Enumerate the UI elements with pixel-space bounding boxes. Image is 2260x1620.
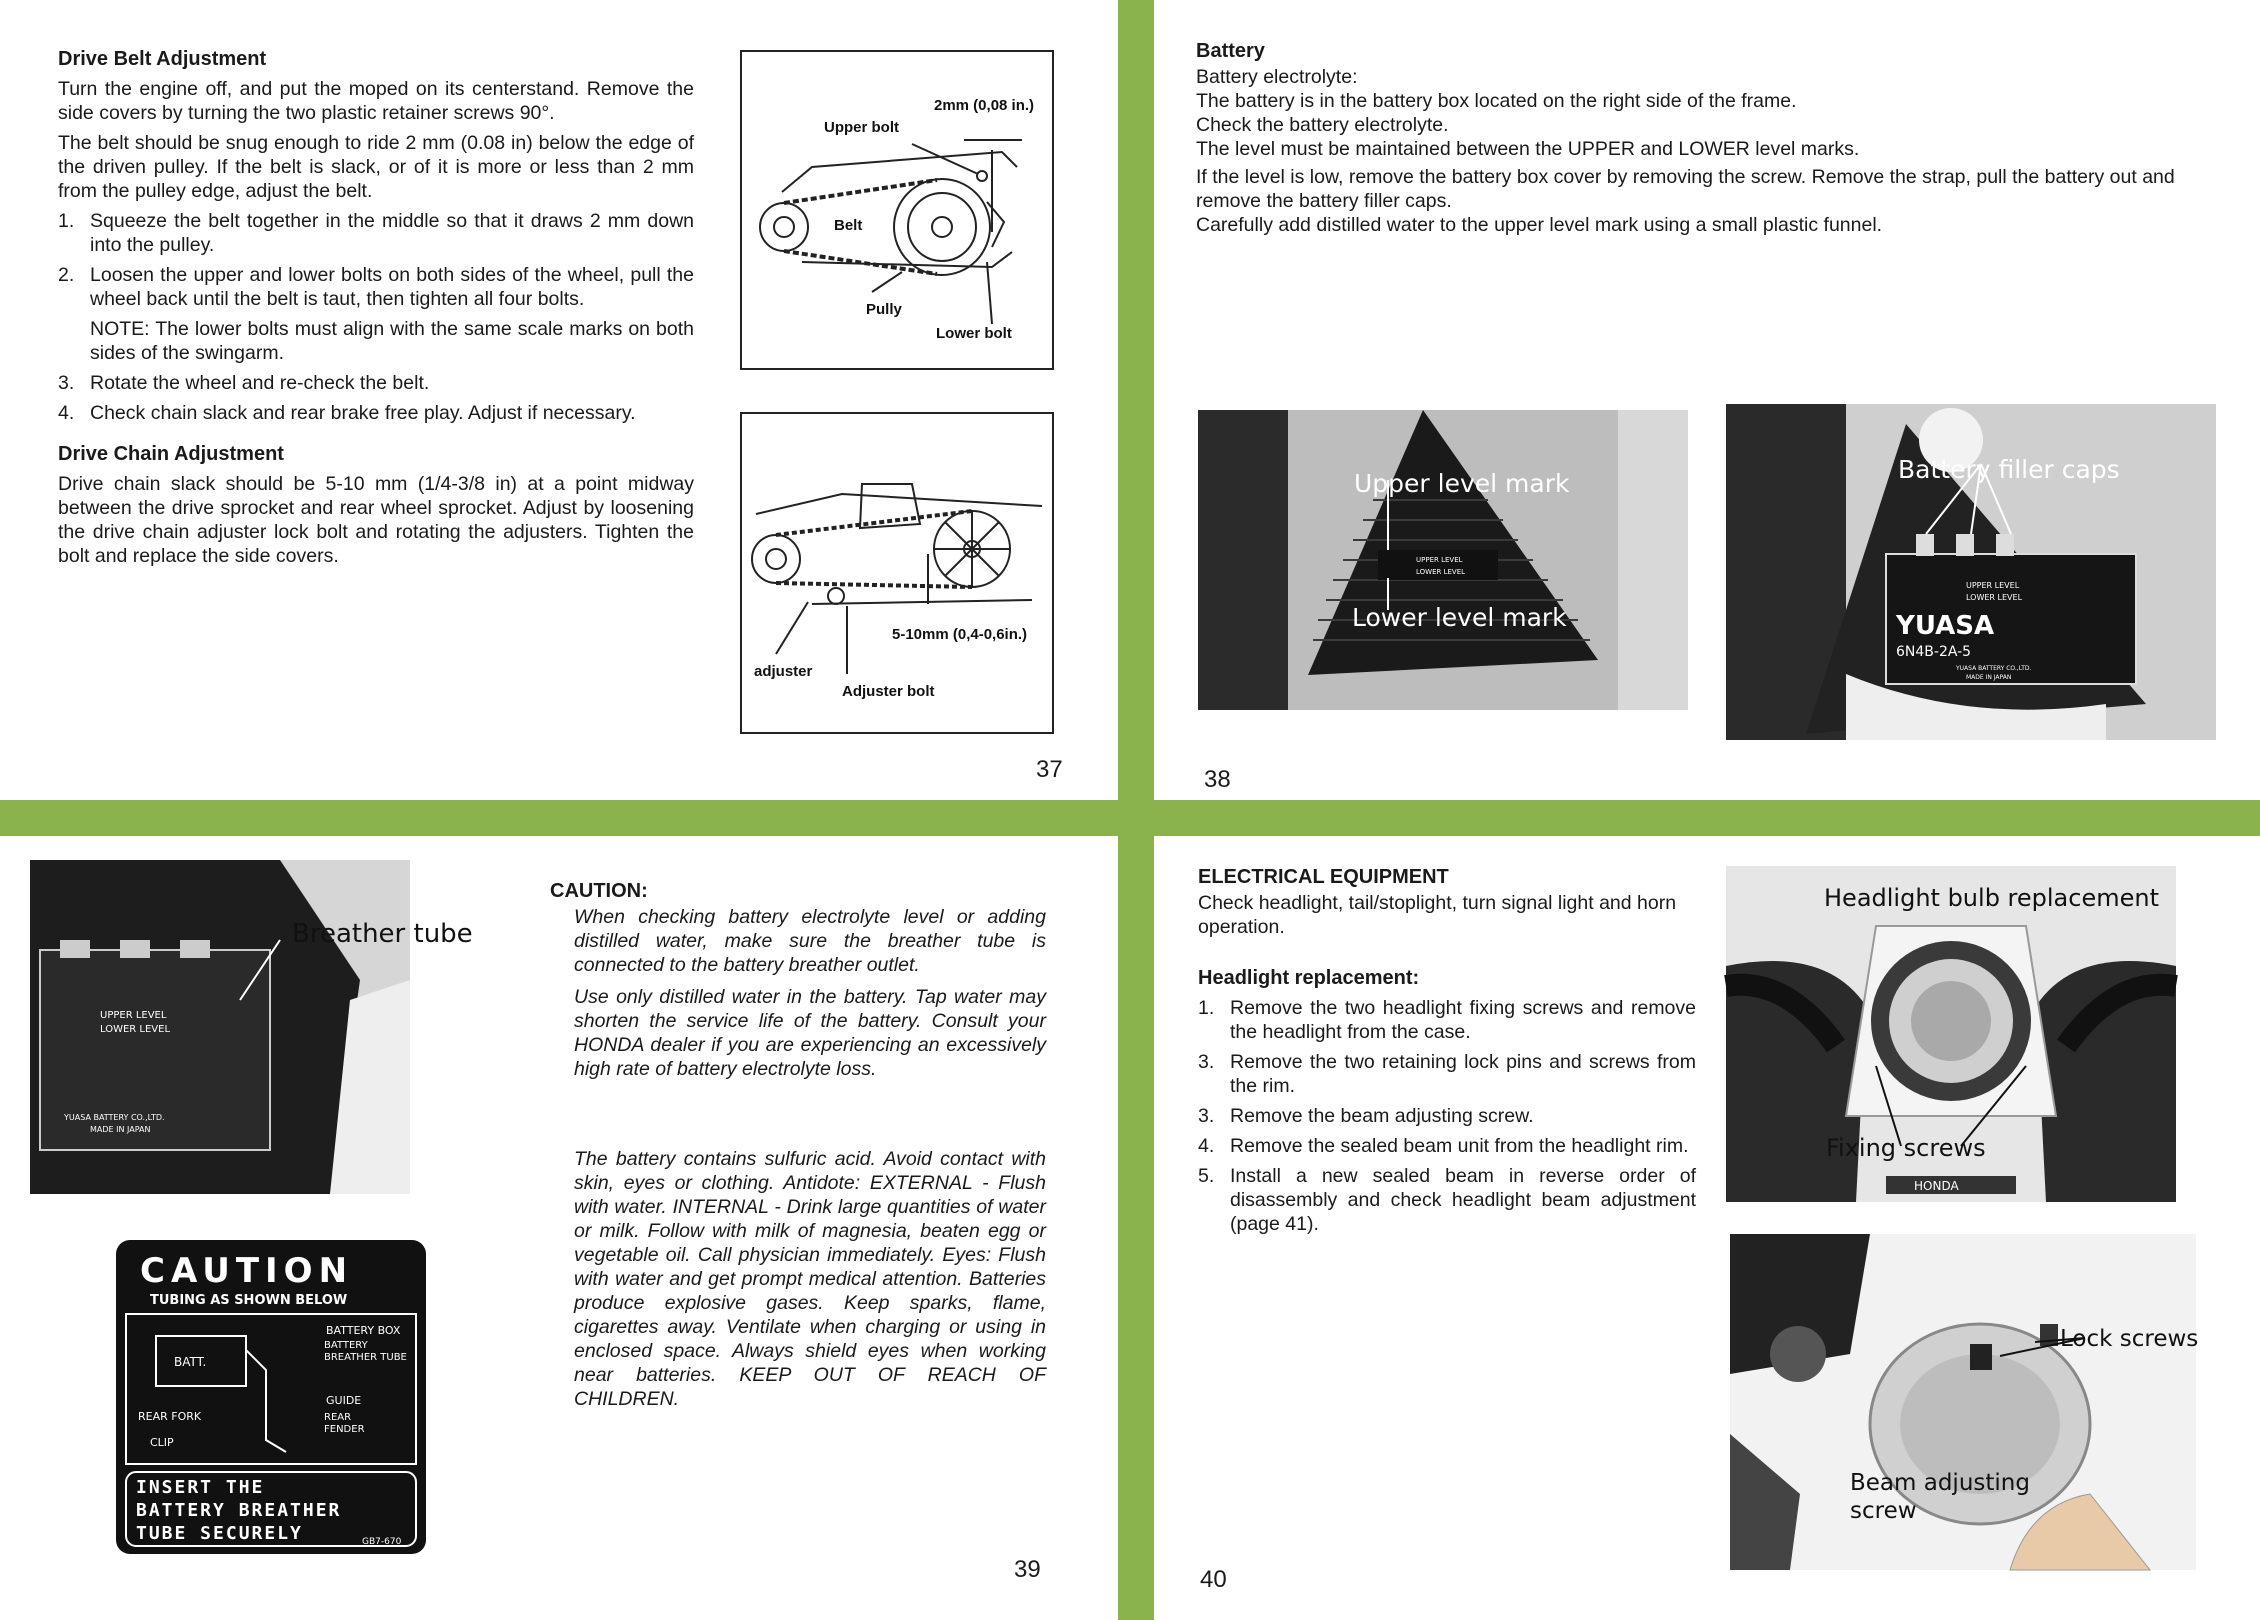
page-number-39: 39 xyxy=(1014,1556,1041,1583)
battery-model: 6N4B-2A-5 xyxy=(1896,644,1972,660)
list-item: 4. Check chain slack and rear brake free play. Adjust if necessary. xyxy=(58,402,636,424)
page-38 xyxy=(1196,40,2196,243)
drive-chain-description: Drive chain slack should be 5-10 mm (1/4-3/8 in) at a point midway between the drive sprocket and rear wheel sprocket. Adjust by loosening the drive chain adjuster lock bolt and rotating the adjusters. Tighten the bolt and replace the side covers. xyxy=(58,473,694,567)
list-item: 1. Squeeze the belt together in the middle so that it draws 2 mm down into the pulley. xyxy=(58,210,694,256)
electrical-intro: Check headlight, tail/stoplight, turn signal light and horn operation. xyxy=(1198,892,1677,938)
caution-decal-subtitle: TUBING AS SHOWN BELOW xyxy=(150,1293,348,1308)
beam-adjusting-label: Beam adjusting xyxy=(1850,1470,2030,1496)
decal-rear-fork: REAR FORK xyxy=(138,1410,202,1423)
page-number-37: 37 xyxy=(1036,756,1063,783)
tiny-lower-level: LOWER LEVEL xyxy=(1416,568,1466,576)
battery-line: The level must be maintained between the UPPER and LOWER level marks. xyxy=(1196,138,1860,160)
page-number-40: 40 xyxy=(1200,1566,1227,1593)
drive-belt-heading: Drive Belt Adjustment xyxy=(58,48,267,70)
tiny-lower-level: LOWER LEVEL xyxy=(1966,593,2023,602)
battery-filler-caps-photo xyxy=(1726,404,2216,740)
lock-screws-label: Lock screws xyxy=(2060,1326,2199,1352)
battery-filler-caps-drawing xyxy=(1726,404,2216,740)
headlight-drawing xyxy=(1726,866,2176,1202)
battery-heading: Battery xyxy=(1196,40,1265,62)
drive-chain-heading: Drive Chain Adjustment xyxy=(58,443,284,465)
drive-belt-intro: Turn the engine off, and put the moped on its centerstand. Remove the side covers by turning the two plastic retainer screws 90°. xyxy=(58,78,694,124)
yuasa-brand: YUASA xyxy=(1896,611,1995,641)
honda-emblem: HONDA xyxy=(1914,1179,1959,1193)
decal-battery-breather-tube: BATTERY BREATHER TUBE xyxy=(324,1340,407,1363)
battery-filler-caps-label: Battery filler caps xyxy=(1898,455,2120,484)
adjuster-label: adjuster xyxy=(754,663,813,680)
upper-level-mark-label: Upper level mark xyxy=(1354,469,1570,498)
center-divider-horizontal xyxy=(0,800,2260,836)
headlight-steps xyxy=(1198,996,1696,1236)
lower-bolt-label: Lower bolt xyxy=(936,325,1012,342)
decal-insert-instruction: INSERT THE BATTERY BREATHER TUBE SECURELY xyxy=(136,1477,342,1544)
electrical-heading: ELECTRICAL EQUIPMENT xyxy=(1198,866,1449,888)
belt-diagram-drawing xyxy=(742,52,1052,368)
decal-guide: GUIDE xyxy=(326,1394,362,1407)
tiny-upper-level: UPPER LEVEL xyxy=(100,1010,167,1021)
battery-maker: YUASA BATTERY CO.,LTD. xyxy=(64,1113,165,1122)
tiny-upper-level: UPPER LEVEL xyxy=(1416,556,1463,564)
caution-heading: CAUTION: xyxy=(550,880,648,902)
battery-fill-text: Carefully add distilled water to the upper level mark using a small plastic funnel. xyxy=(1196,214,1883,236)
tiny-lower-level: LOWER LEVEL xyxy=(100,1024,171,1035)
page-37 xyxy=(58,48,694,574)
caution-decal-drawing xyxy=(116,1240,426,1554)
adjuster-bolt-label: Adjuster bolt xyxy=(842,683,935,700)
caution-distilled-water-text: Use only distilled water in the battery. Tap water may shorten the service life of the battery. Consult your HONDA dealer if you are experiencing an excessively high rate of battery electrolyte loss. xyxy=(574,986,1046,1080)
breather-tube-label: Breather tube xyxy=(292,919,473,949)
swingarm-note: NOTE: The lower bolts must align with the same scale marks on both sides of the swingarm. xyxy=(90,318,694,364)
caution-decal xyxy=(116,1240,426,1554)
battery-line: The battery is in the battery box located on the right side of the frame. xyxy=(1196,90,1797,112)
battery-removal-text: If the level is low, remove the battery box cover by removing the screw. Remove the strap, pull the battery out and remove the battery filler caps. xyxy=(1196,166,2175,212)
slack-label: 5-10mm (0,4-0,6in.) xyxy=(892,626,1028,643)
decal-clip: CLIP xyxy=(150,1436,174,1449)
list-item: 3. Remove the beam adjusting screw. xyxy=(1198,1105,1534,1127)
chain-diagram-drawing xyxy=(742,414,1052,732)
battery-maker: YUASA BATTERY CO.,LTD. xyxy=(1956,665,2032,672)
drive-belt-description: The belt should be snug enough to ride 2 mm (0.08 in) below the edge of the driven pulley. If the belt is slack, or of it is more or less than 2 mm from the pulley edge, adjust the belt. xyxy=(58,132,694,202)
headlight-bulb-replacement-label: Headlight bulb replacement xyxy=(1824,884,2159,912)
list-item: 4. Remove the sealed beam unit from the headlight rim. xyxy=(1198,1135,1689,1157)
decal-code: GB7-670 xyxy=(362,1537,402,1547)
list-item: 3. Remove the two retaining lock pins and screws from the rim. xyxy=(1198,1051,1696,1097)
battery-made-in: MADE IN JAPAN xyxy=(90,1125,151,1134)
lock-screws-photo xyxy=(1730,1234,2199,1570)
battery-box-photo xyxy=(1198,410,1688,710)
belt-label: Belt xyxy=(834,217,863,234)
headlight-replacement-heading: Headlight replacement: xyxy=(1198,967,1420,989)
belt-diagram xyxy=(740,50,1054,370)
battery-line: Battery electrolyte: xyxy=(1196,66,1358,88)
breather-tube-drawing xyxy=(30,860,473,1194)
batt-label: BATT. xyxy=(174,1355,207,1369)
caution-breather-text: When checking battery electrolyte level or adding distilled water, make sure the breather tube is connected to the battery breather outlet. xyxy=(574,906,1046,976)
beam-screw-label: screw xyxy=(1850,1498,1917,1524)
decal-rear-fender: REAR FENDER xyxy=(324,1412,365,1435)
page-number-38: 38 xyxy=(1204,766,1231,793)
headlight-photo xyxy=(1726,866,2176,1202)
caution-acid-warning: The battery contains sulfuric acid. Avoid contact with skin, eyes or clothing. Antidote: EXTERNAL - Flush with water. INTERNAL - Drink large quantities of water or milk. Follow with milk of magnesia, beaten egg or vegetable oil. Call physician immediately. Eyes: Flush with water and get prompt medical attention. Batteries produce explosive gases. Keep sparks, flame, cigarettes away. Ventilate when charging or using in enclosed space. Always shield eyes when working near batteries. KEEP OUT OF REACH OF CHILDREN. xyxy=(574,1148,1046,1410)
caution-decal-title: CAUTION xyxy=(140,1251,354,1291)
pully-label: Pully xyxy=(866,301,902,318)
page-40 xyxy=(1198,866,1696,1242)
list-item: 1. Remove the two headlight fixing screws and remove the headlight from the case. xyxy=(1198,997,1696,1043)
battery-line: Check the battery electrolyte. xyxy=(1196,114,1449,136)
list-item: 2. Loosen the upper and lower bolts on both sides of the wheel, pull the wheel back until the belt is taut, then tighten all four bolts. NOTE: The lower bolts must align with the same scale marks on both sides of the swingarm. xyxy=(58,264,694,364)
upper-bolt-label: Upper bolt xyxy=(824,119,899,136)
battery-box-drawing xyxy=(1198,410,1688,710)
fixing-screws-label: Fixing screws xyxy=(1826,1134,1986,1162)
gap-label: 2mm (0,08 in.) xyxy=(934,97,1035,114)
lower-level-mark-label: Lower level mark xyxy=(1352,603,1567,632)
tiny-upper-level: UPPER LEVEL xyxy=(1966,581,2020,590)
drive-belt-steps xyxy=(58,209,694,425)
battery-made-in: MADE IN JAPAN xyxy=(1966,674,2012,681)
page-39-caution xyxy=(550,880,1046,1419)
lock-screws-drawing xyxy=(1730,1234,2199,1570)
chain-diagram xyxy=(740,412,1054,734)
list-item: 5. Install a new sealed beam in reverse order of disassembly and check headlight beam adjustment (page 41). xyxy=(1198,1165,1696,1235)
list-item: 3. Rotate the wheel and re-check the belt. xyxy=(58,372,430,394)
breather-tube-photo xyxy=(30,860,473,1194)
decal-battery-box: BATTERY BOX xyxy=(326,1324,401,1337)
